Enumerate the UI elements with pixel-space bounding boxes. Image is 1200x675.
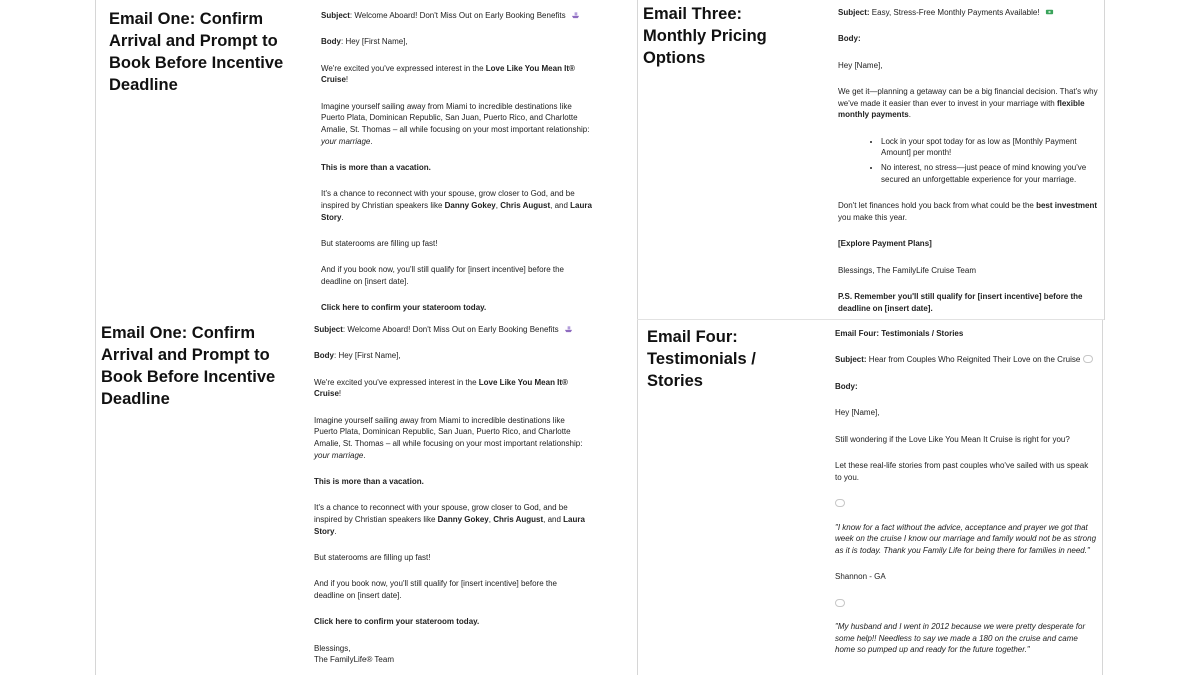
testimonial-quote: "I know for a fact without the advice, acceptance and prayer we got that week on the cruise I know our marriage and family would not be as strong as it is today. Thank you Family Life for being there for families in need." (835, 522, 1097, 555)
email-three-heading: Email Three: Monthly Pricing Options (643, 5, 767, 67)
paragraph-destinations: Imagine yourself sailing away from Miami to incredible destinations like Puerto Plata, Dominican Republic, San Juan, Puerto Rico, and Charlotte Amalie, St. Thomas – all while focusing on your most important relationship: your marriage. (314, 415, 583, 460)
email-four-panel (638, 320, 1102, 675)
paragraph-vacation: This is more than a vacation. (314, 476, 424, 486)
email-one-body-copy (314, 324, 589, 666)
speech-bubble-icon (1083, 355, 1093, 363)
paragraph-incentive: And if you book now, you'll still qualify for [insert incentive] before the deadline on [insert date]. (321, 265, 564, 286)
ship-emoji-icon (571, 11, 580, 19)
body-label: Body: (835, 381, 858, 391)
email-one-heading-copy: Email One: Confirm Arrival and Prompt to Book Before Incentive Deadline (101, 324, 276, 408)
testimonial-quote: "My husband and I went in 2012 because we were pretty desperate for some help!! Needless to say we made a 180 on the cruise and came home so pumped up and ready for the future together." (835, 622, 1086, 655)
greeting-line: Body: Hey [First Name], (321, 37, 408, 47)
email-title: Email Four: Testimonials / Stories (835, 329, 964, 338)
email-one-heading: Email One: Confirm Arrival and Prompt to Book Before Incentive Deadline (109, 10, 284, 94)
money-emoji-icon (1045, 8, 1054, 16)
email-four-body (835, 328, 1097, 656)
testimonial-attribution: Shannon - GA (835, 572, 886, 582)
ship-emoji-icon (564, 325, 573, 333)
paragraph-filling: But staterooms are filling up fast! (314, 552, 431, 562)
greeting-line: Body: Hey [First Name], (314, 351, 401, 361)
email-one-panel-top (96, 0, 636, 318)
postscript: P.S. Remember you'll still qualify for [insert incentive] before the deadline on [insert date]. (838, 292, 1083, 313)
subject-line: Subject: Easy, Stress-Free Monthly Payments Available! (838, 7, 1100, 19)
subject-line: Subject: Welcome Aboard! Don't Miss Out on Early Booking Benefits (321, 10, 596, 22)
cta-confirm-stateroom: Click here to confirm your stateroom today. (314, 617, 480, 627)
subject-line: Subject: Welcome Aboard! Don't Miss Out on Early Booking Benefits (314, 324, 589, 336)
speech-bubble-icon (835, 499, 845, 507)
paragraph-vacation: This is more than a vacation. (321, 162, 431, 172)
greeting-line: Hey [Name], (838, 60, 883, 70)
paragraph-speakers: It's a chance to reconnect with your spouse, grow closer to God, and be inspired by Christian speakers like Danny Gokey, Chris August, and Laura Story. (314, 503, 585, 536)
body-label: Body: (838, 34, 861, 44)
divider-bubble (835, 598, 1097, 610)
email-three-panel (638, 0, 1104, 318)
subject-line: Subject: Hear from Couples Who Reignited Their Love on the Cruise (835, 354, 1097, 366)
signoff: Blessings, The FamilyLife Cruise Team (838, 265, 976, 275)
greeting-line: Hey [Name], (835, 408, 880, 418)
paragraph-speakers: It's a chance to reconnect with your spouse, grow closer to God, and be inspired by Christian speakers like Danny Gokey, Chris August, and Laura Story. (321, 189, 592, 222)
list-item: • No interest, no stress—just peace of mind knowing you've secured an unforgettable experience for your marriage. (881, 162, 1100, 185)
paragraph-financial: We get it—planning a getaway can be a big financial decision. That's why we've made it easier than ever to invest in your marriage with flexible monthly payments. (838, 87, 1098, 120)
right-border-bottom (1102, 320, 1103, 675)
right-border-top (1104, 0, 1105, 320)
paragraph-stories: Let these real-life stories from past couples who've sailed with us speak to you. (835, 460, 1089, 482)
paragraph-interest: We're excited you've expressed interest in the Love Like You Mean It® Cruise! (314, 377, 568, 399)
paragraph-destinations: Imagine yourself sailing away from Miami to incredible destinations like Puerto Plata, Dominican Republic, San Juan, Puerto Rico, and Charlotte Amalie, St. Thomas – all while focusing on your most important relationship: your marriage. (321, 101, 590, 146)
benefits-list (838, 136, 1100, 186)
list-item: • Lock in your spot today for as low as [Monthly Payment Amount] per month! (881, 136, 1100, 159)
paragraph-wondering: Still wondering if the Love Like You Mean It Cruise is right for you? (835, 434, 1070, 444)
email-three-body (838, 7, 1100, 314)
paragraph-interest: We're excited you've expressed interest in the Love Like You Mean It® Cruise! (321, 63, 575, 85)
paragraph-filling: But staterooms are filling up fast! (321, 238, 438, 248)
email-one-panel-bottom (96, 320, 636, 675)
divider-bubble (835, 498, 1097, 510)
paragraph-investment: Don't let finances hold you back from what could be the best investment you make this year. (838, 201, 1097, 223)
paragraph-incentive: And if you book now, you'll still qualify for [insert incentive] before the deadline on [insert date]. (314, 579, 557, 600)
signoff: Blessings, The FamilyLife® Team (314, 643, 394, 665)
cta-payment-plans: [Explore Payment Plans] (838, 239, 932, 249)
cta-confirm-stateroom: Click here to confirm your stateroom today. (321, 303, 487, 313)
email-four-heading: Email Four: Testimonials / Stories (647, 328, 756, 390)
speech-bubble-icon (835, 599, 845, 607)
email-one-body (321, 10, 596, 318)
